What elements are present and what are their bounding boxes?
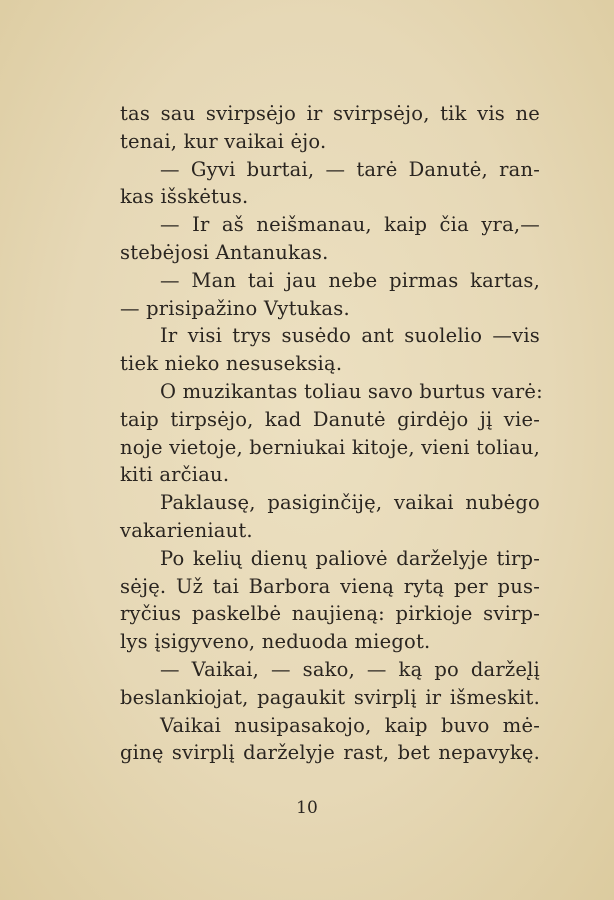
text-line: kiti arčiau.	[120, 463, 230, 487]
text-line: stebėjosi Antanukas.	[120, 240, 329, 264]
text-line: kas išskėtus.	[120, 185, 249, 209]
text-line: noje vietoje, berniukai kitoje, vieni toliau,	[120, 435, 540, 459]
text-line: — Gyvi burtai, — tarė Danutė, ran-	[160, 157, 540, 181]
text-line: tiek nieko nesuseksią.	[120, 352, 343, 376]
body-text	[120, 100, 543, 767]
text-line: Ir visi trys susėdo ant suolelio —vis	[160, 324, 540, 348]
text-line: — Ir aš neišmanau, kaip čia yra,—	[160, 213, 540, 237]
text-line: beslankiojat, pagaukit svirplį ir išmeskit.	[120, 685, 540, 709]
text-line: sėję. Už tai Barbora vieną rytą per pus-	[120, 574, 540, 598]
text-line: taip tirpsėjo, kad Danutė girdėjo jį vie-	[120, 407, 540, 431]
text-line: vakarieniaut.	[120, 518, 253, 542]
text-line: tenai, kur vaikai ėjo.	[120, 129, 327, 153]
text-line: — Vaikai, — sako, — ką po daržel̨į	[160, 657, 540, 681]
text-line: Po kelių dienų paliovė darželyje tirp-	[160, 546, 540, 570]
text-line: tas sau svirpsėjo ir svirpsėjo, tik vis ne	[120, 102, 540, 125]
text-line: lys įsigyveno, neduoda miegot.	[120, 630, 431, 654]
page-number: 10	[296, 798, 318, 818]
text-line: ryčius paskelbė naujieną: pirkioje svirp-	[120, 602, 540, 626]
text-line: Paklausę, pasiginčiję, vaikai nubėgo	[160, 491, 540, 515]
text-line: — prisipažino Vytukas.	[120, 296, 350, 320]
text-line: ginę svirplį darželyje rast, bet nepavykę.	[120, 741, 540, 765]
text-line: O muzikantas toliau savo burtus varė:	[160, 379, 543, 403]
text-line: Vaikai nusipasakojo, kaip buvo mė-	[160, 713, 540, 737]
text-line: — Man tai jau nebe pirmas kartas,	[160, 268, 540, 292]
